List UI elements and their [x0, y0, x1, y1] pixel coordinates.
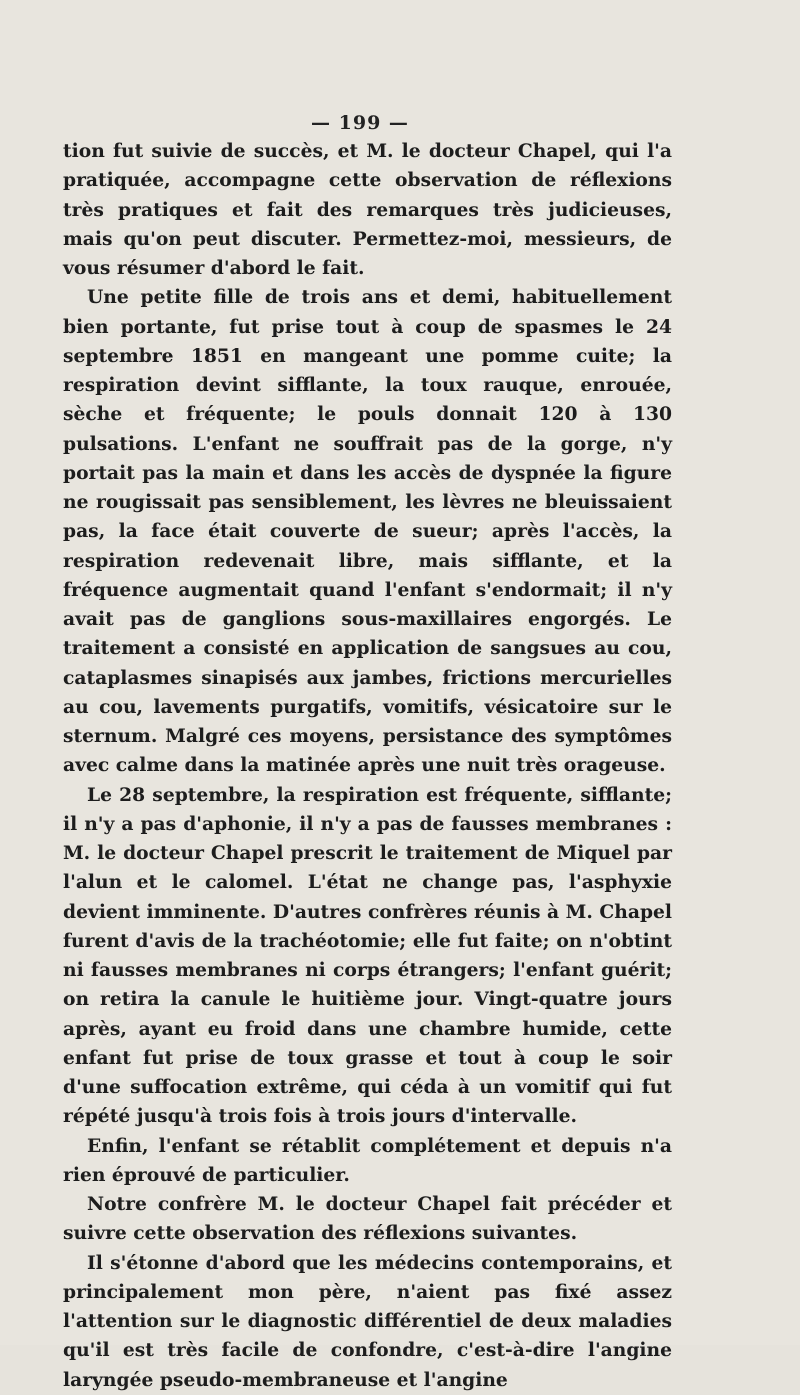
paragraph: Notre confrère M. le docteur Chapel fait précéder et suivre cette observation des réflexions suivantes. [63, 1193, 672, 1245]
page-number: — 199 — [311, 112, 409, 134]
paragraph: Le 28 septembre, la respiration est fréquente, sifflante; il n'y a pas d'aphonie, il n'y a pas de fausses membranes : M. le docteur Chapel prescrit le traitement de Miquel par l'alun et le calomel. L'état ne change pas, l'asphyxie devient imminente. D'autres confrères réunis à M. Chapel furent d'avis de la trachéotomie; elle fut faite; on n'obtint ni fausses membranes ni corps étrangers; l'enfant guérit; on retira la canule le huitième jour. Vingt-quatre jours après, ayant eu froid dans une chambre humide, cette enfant fut prise de toux grasse et tout à coup le soir d'une suffocation extrême, qui céda à un vomitif qui fut répété jusqu'à trois fois à trois jours d'intervalle. [63, 783, 672, 1128]
paragraph: Enfin, l'enfant se rétablit complétement et depuis n'a rien éprouvé de particulier. [63, 1134, 672, 1186]
paragraph: Une petite fille de trois ans et demi, habituellement bien portante, fut prise tout à coup de spasmes le 24 septembre 1851 en mangeant une pomme cuite; la respiration devint sifflante, la toux rauque, enrouée, sèche et fréquente; le pouls donnait 120 à 130 pulsations. L'enfant ne souffrait pas de la gorge, n'y portait pas la main et dans les accès de dyspnée la figure ne rougissait pas sensiblement, les lèvres ne bleuissaient pas, la face était couverte de sueur; après l'accès, la respiration redevenait libre, mais sifflante, et la fréquence augmentait quand l'enfant s'endormait; il n'y avait pas de ganglions sous-maxillaires engorgés. Le traitement a consisté en application de sangsues au cou, cataplasmes sinapisés aux jambes, frictions mercurielles au cou, lavements purgatifs, vomitifs, vésicatoire sur le sternum. Malgré ces moyens, persistance des symptômes avec calme dans la matinée après une nuit très orageuse. [63, 286, 672, 777]
paragraph: Il s'étonne d'abord que les médecins contemporains, et principalement mon père, n'aient pas fixé assez l'attention sur le diagnostic différentiel de deux maladies qu'il est très facile de confondre, c'est-à-dire l'angine laryngée pseudo-membraneuse et l'angine [63, 1251, 672, 1391]
paragraph: tion fut suivie de succès, et M. le docteur Chapel, qui l'a pratiquée, accompagne cette observation de réflexions très pratiques et fait des remarques très judicieuses, mais qu'on peut discuter. Permettez-moi, messieurs, de vous résumer d'abord le fait. [63, 140, 672, 279]
body-text [63, 137, 672, 1395]
